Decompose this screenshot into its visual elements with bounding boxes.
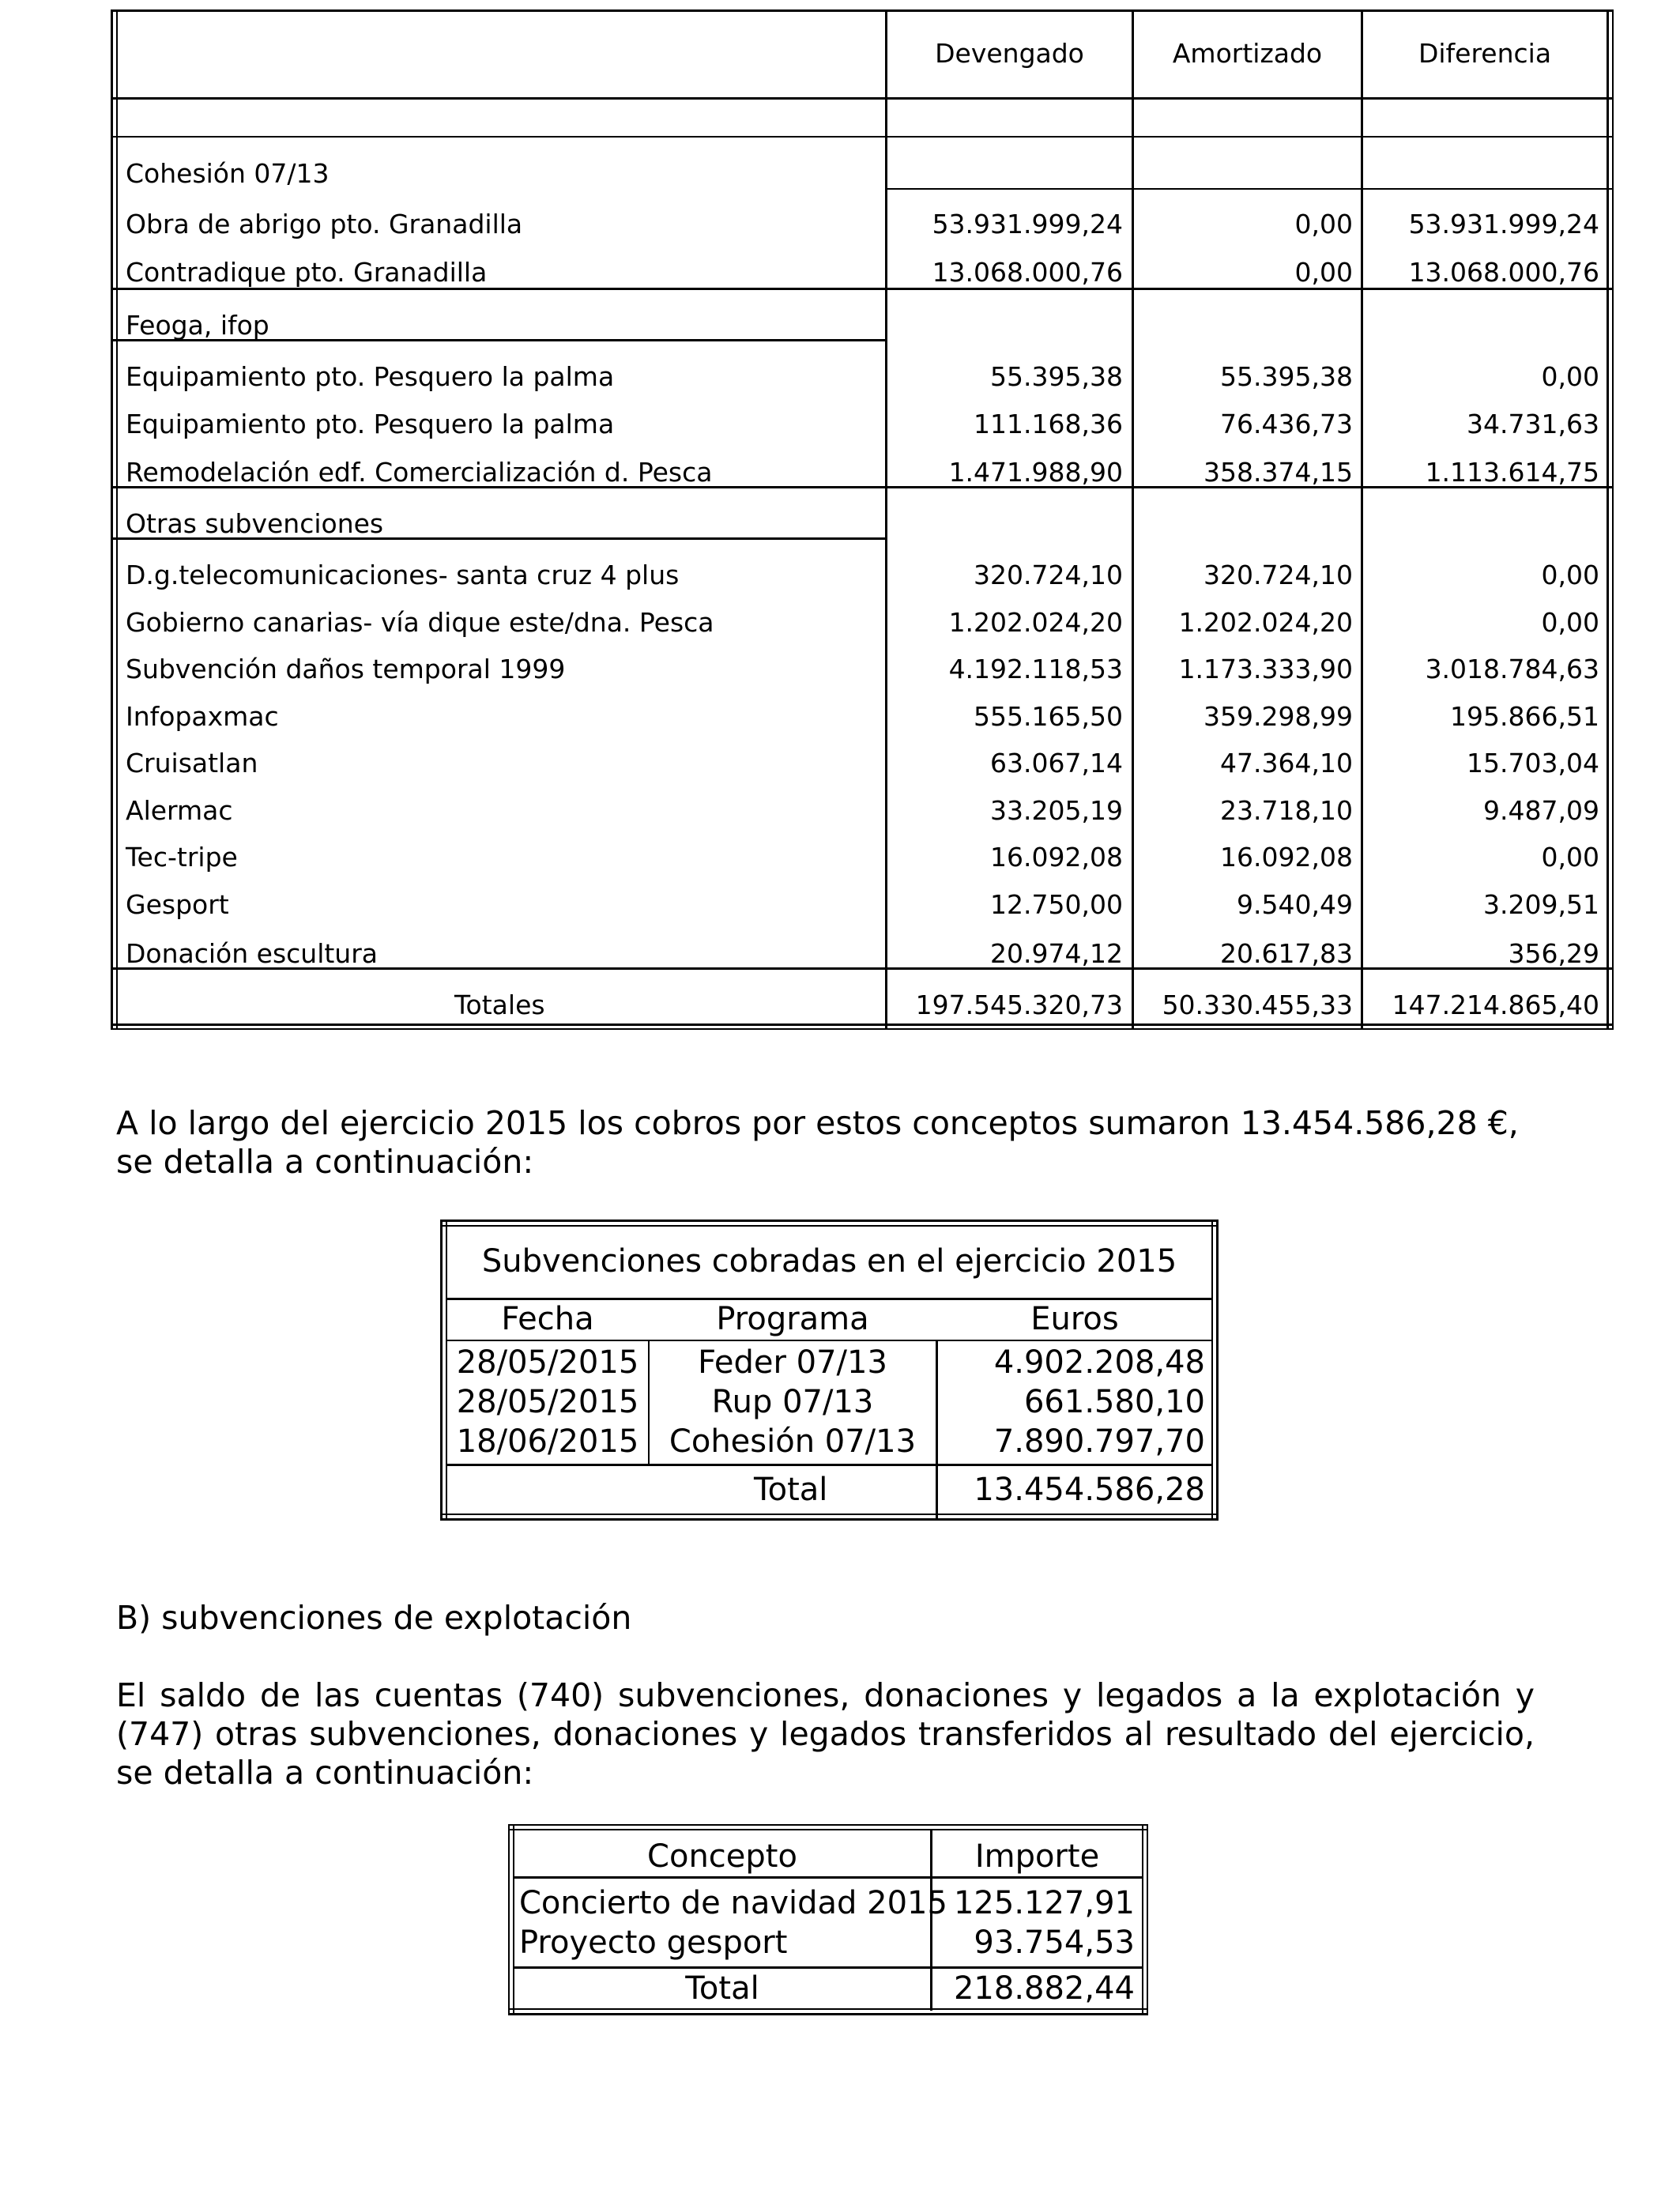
explotacion-row-importe: 125.127,91 [953,1885,1135,1921]
row-diferencia: 0,00 [1541,607,1599,638]
row-amortizado: 20.617,83 [1220,938,1353,969]
paragraph-cobros: A lo largo del ejercicio 2015 los cobros por estos conceptos sumaron 13.454.586,28 €, se detalla a continuación: [116,1104,1519,1181]
row-diferencia: 0,00 [1541,560,1599,590]
row-devengado: 555.165,50 [974,701,1123,732]
totals-amortizado: 50.330.455,33 [1162,990,1353,1020]
row-amortizado: 23.718,10 [1220,795,1353,826]
totals-diferencia: 147.214.865,40 [1392,990,1599,1020]
explotacion-header-concepto: Concepto [647,1838,797,1875]
cobros-header-fecha: Fecha [501,1301,594,1337]
row-concept: Obra de abrigo pto. Granadilla [126,209,523,239]
cobros-row-programa: Cohesión 07/13 [669,1423,917,1460]
row-devengado: 13.068.000,76 [932,257,1123,288]
row-diferencia: 53.931.999,24 [1408,209,1599,239]
group-label: Feoga, ifop [126,310,269,341]
row-concept: Tec-tripe [126,842,238,873]
row-concept: D.g.telecomunicaciones- santa cruz 4 plus [126,560,680,590]
row-amortizado: 0,00 [1294,257,1353,288]
header-diferencia: Diferencia [1418,38,1552,69]
row-amortizado: 76.436,73 [1220,409,1353,439]
cobros-total-label: Total [754,1472,828,1508]
row-diferencia: 195.866,51 [1450,701,1599,732]
row-concept: Gesport [126,889,229,920]
cobros-row-euros: 7.890.797,70 [993,1423,1205,1460]
cobros-header-programa: Programa [716,1301,869,1337]
cobros-row-programa: Feder 07/13 [698,1344,887,1381]
cobros-row-programa: Rup 07/13 [711,1384,874,1420]
row-diferencia: 0,00 [1541,842,1599,873]
header-amortizado: Amortizado [1172,38,1323,69]
cobros-row-fecha: 18/06/2015 [456,1423,639,1460]
row-diferencia: 34.731,63 [1467,409,1599,439]
cobros-row-euros: 4.902.208,48 [993,1344,1205,1381]
row-amortizado: 0,00 [1294,209,1353,239]
row-diferencia: 15.703,04 [1467,748,1599,778]
row-devengado: 55.395,38 [990,361,1123,392]
row-concept: Equipamiento pto. Pesquero la palma [126,361,615,392]
group-label: Cohesión 07/13 [126,158,330,189]
row-amortizado: 1.202.024,20 [1178,607,1353,638]
row-amortizado: 9.540,49 [1237,889,1353,920]
row-diferencia: 0,00 [1541,361,1599,392]
explotacion-table [508,1824,1148,2015]
cobros-table [440,1220,1219,1521]
cobros-title: Subvenciones cobradas en el ejercicio 2015 [481,1243,1177,1280]
explotacion-row-importe: 93.754,53 [974,1924,1135,1961]
paragraph-saldo: El saldo de las cuentas (740) subvenciones, donaciones y legados a la explotación y (747) otras subvenciones, donaciones y legados transferidos al resultado del ejercicio, se detalla a continuación: [116,1676,1535,1792]
row-diferencia: 3.209,51 [1483,889,1599,920]
row-devengado: 4.192.118,53 [948,654,1123,684]
row-devengado: 20.974,12 [990,938,1123,969]
row-devengado: 33.205,19 [990,795,1123,826]
totals-devengado: 197.545.320,73 [915,990,1123,1020]
row-devengado: 16.092,08 [990,842,1123,873]
cobros-row-fecha: 28/05/2015 [456,1384,639,1420]
group-label: Otras subvenciones [126,508,384,539]
row-concept: Alermac [126,795,233,826]
row-concept: Equipamiento pto. Pesquero la palma [126,409,615,439]
header-devengado: Devengado [935,38,1084,69]
row-concept: Subvención daños temporal 1999 [126,654,566,684]
cobros-total-value: 13.454.586,28 [974,1472,1205,1508]
explotacion-total-value: 218.882,44 [953,1970,1135,2007]
row-concept: Remodelación edf. Comercialización d. Pesca [126,457,713,488]
explotacion-row-concepto: Concierto de navidad 2015 [519,1885,947,1921]
row-concept: Cruisatlan [126,748,258,778]
row-devengado: 63.067,14 [990,748,1123,778]
row-diferencia: 3.018.784,63 [1425,654,1599,684]
row-diferencia: 9.487,09 [1483,795,1599,826]
cobros-row-euros: 661.580,10 [1023,1384,1205,1420]
row-amortizado: 55.395,38 [1220,361,1353,392]
row-diferencia: 13.068.000,76 [1408,257,1599,288]
row-devengado: 320.724,10 [974,560,1123,590]
row-amortizado: 1.173.333,90 [1178,654,1353,684]
row-devengado: 1.202.024,20 [948,607,1123,638]
cobros-header-euros: Euros [1030,1301,1119,1337]
row-diferencia: 356,29 [1508,938,1599,969]
row-diferencia: 1.113.614,75 [1425,457,1599,488]
row-devengado: 12.750,00 [990,889,1123,920]
row-amortizado: 320.724,10 [1203,560,1353,590]
subsidies-table [111,9,1612,1029]
row-devengado: 53.931.999,24 [932,209,1123,239]
row-devengado: 1.471.988,90 [948,457,1123,488]
section-heading: B) subvenciones de explotación [116,1599,632,1637]
row-devengado: 111.168,36 [974,409,1123,439]
cobros-row-fecha: 28/05/2015 [456,1344,639,1381]
explotacion-total-label: Total [685,1970,759,2007]
row-concept: Donación escultura [126,938,379,969]
row-amortizado: 359.298,99 [1203,701,1353,732]
explotacion-header-importe: Importe [974,1838,1100,1875]
row-amortizado: 358.374,15 [1203,457,1353,488]
row-amortizado: 16.092,08 [1220,842,1353,873]
explotacion-row-concepto: Proyecto gesport [519,1924,788,1961]
totals-label: Totales [454,990,545,1020]
row-amortizado: 47.364,10 [1220,748,1353,778]
row-concept: Gobierno canarias- vía dique este/dna. Pesca [126,607,714,638]
row-concept: Contradique pto. Granadilla [126,257,488,288]
row-concept: Infopaxmac [126,701,279,732]
